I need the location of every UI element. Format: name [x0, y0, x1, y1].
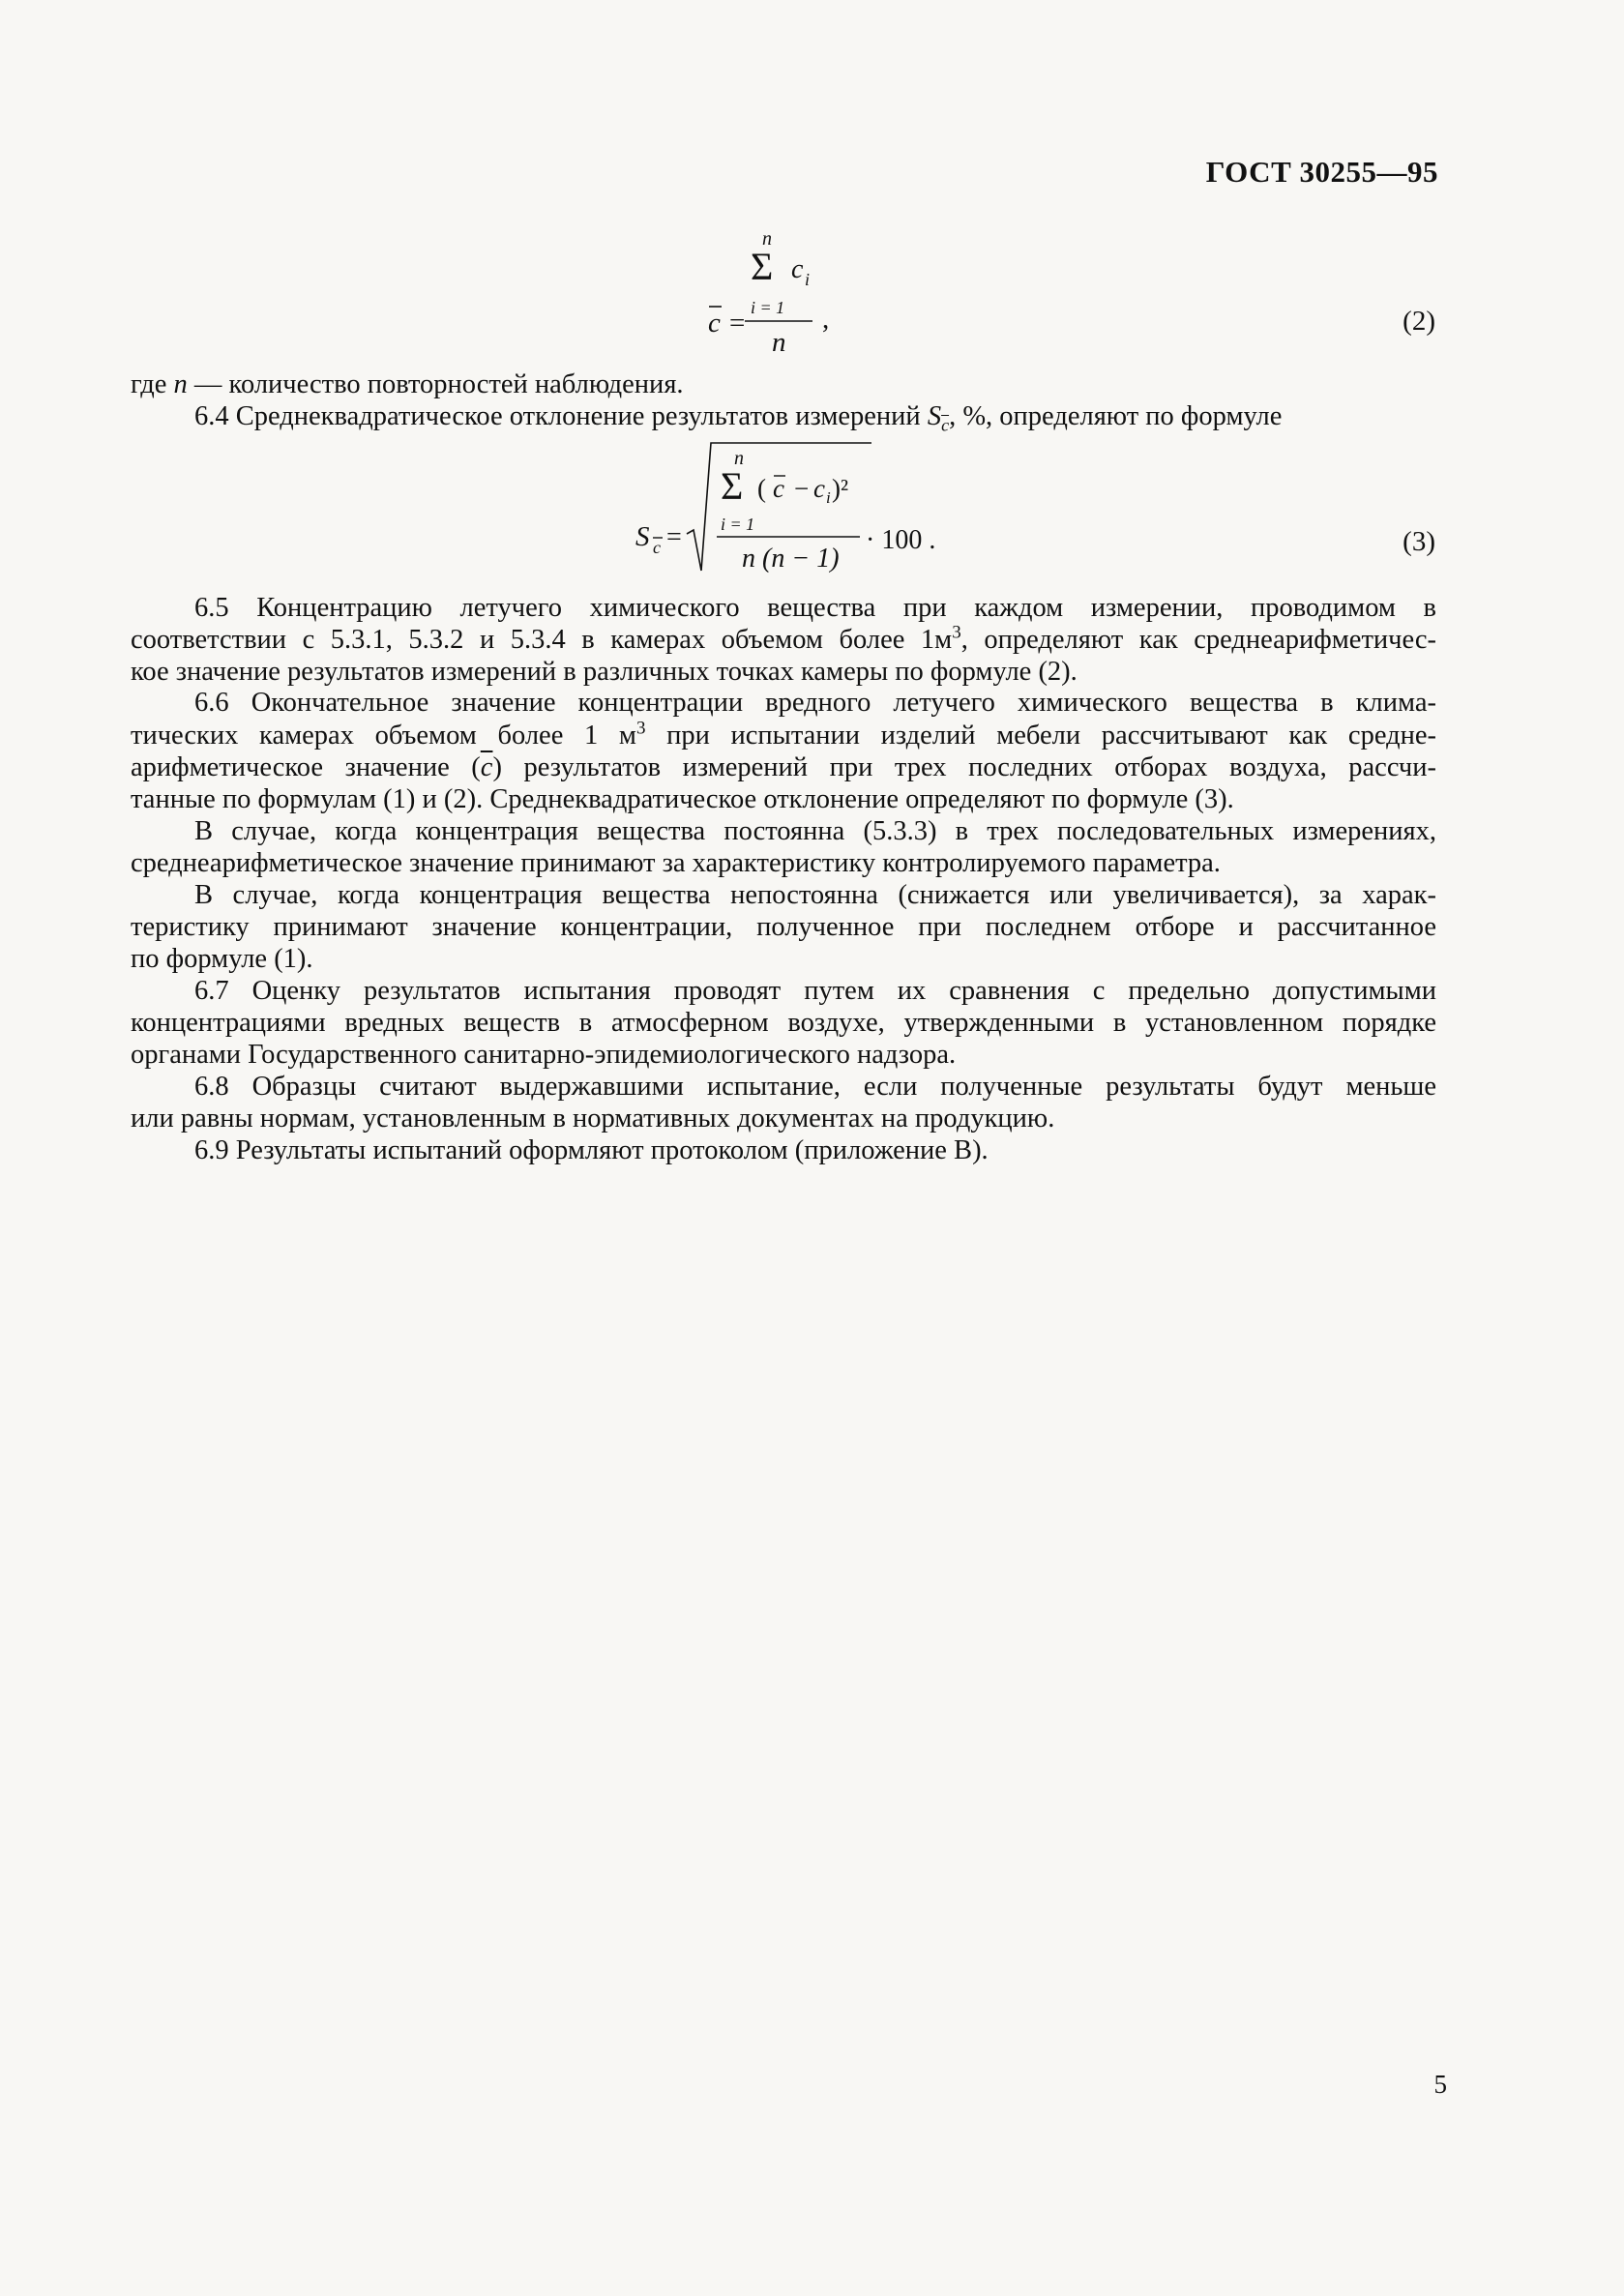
p67-line-1: 6.7 Оценку результатов испытания проводят путем их сравнения с предельно допустимыми	[194, 976, 1436, 1006]
p66c-line-3: по формуле (1).	[131, 944, 313, 974]
term-c-bar: c	[773, 474, 784, 503]
formula-denominator: n	[772, 327, 786, 358]
p68-line-2: или равны нормам, установленным в нормативных документах на продукцию.	[131, 1104, 1055, 1133]
sum-upper-limit: n	[762, 228, 772, 250]
formula3-lhs-subscript: c	[653, 538, 661, 557]
p66c-line-1: В случае, когда концентрация вещества непостоянна (снижается или увеличивается), за харак-	[194, 880, 1436, 910]
p67-line-3: органами Государственного санитарно-эпидемиологического надзора.	[131, 1040, 957, 1070]
sum-lower-limit: i = 1	[751, 298, 785, 317]
formula-3	[634, 437, 962, 582]
sum-sign: Σ	[751, 245, 774, 288]
formula-trail: ,	[822, 304, 830, 335]
formula-2	[677, 227, 900, 363]
p66c-line-2: теристику принимают значение концентрации, полученное при последнем отборе и рассчитанное	[131, 912, 1436, 942]
formula-lhs: c =	[708, 308, 747, 339]
term-minus: −	[794, 474, 810, 503]
formula3-sum-upper: n	[734, 448, 744, 469]
formula3-sum-lower: i = 1	[721, 515, 755, 534]
sum-term-subscript: i	[805, 270, 811, 289]
formula3-multiplier: · 100 .	[866, 525, 936, 555]
term-close: )²	[832, 474, 849, 503]
p65-line-2: соответствии с 5.3.1, 5.3.2 и 5.3.4 в камерах объемом более $1м^3$, определяют как среднеарифметичес-	[131, 622, 1436, 655]
p69-line-1: 6.9 Результаты испытаний оформляют протоколом (приложение В).	[194, 1135, 989, 1165]
formula3-lhs: S	[635, 521, 650, 552]
p65-line-3: кое значение результатов измерений в различных точках камеры по формуле (2).	[131, 657, 1078, 687]
formula3-denominator: n (n − 1)	[742, 544, 840, 574]
formula-2-number: (2)	[1403, 306, 1435, 337]
p66-line-3: арифметическое значение $(\overline{c})$ результатов измерений при трех последних отборах воздуха, рассчи-	[131, 752, 1436, 782]
term-open: (	[757, 474, 766, 503]
p66-line-1: 6.6 Окончательное значение концентрации вредного летучего химического вещества в клима-	[194, 688, 1436, 718]
p66b-line-2: среднеарифметическое значение принимают за характеристику контролируемого параметра.	[131, 848, 1221, 878]
p65-line-1: 6.5 Концентрацию летучего химического вещества при каждом измерении, проводимом в	[194, 593, 1436, 623]
term-ci-subscript: i	[826, 488, 831, 507]
formula3-sum-sign: Σ	[721, 464, 744, 508]
formula-3-number: (3)	[1403, 526, 1435, 557]
p68-line-1: 6.8 Образцы считают выдержавшими испытание, если полученные результаты будут меньше	[194, 1072, 1436, 1102]
sum-term: c	[791, 254, 804, 284]
term-ci: c	[813, 474, 825, 503]
page-number: 5	[1433, 2070, 1447, 2099]
paragraph-6-4: 6.4 Среднеквадратическое отклонение результатов измерений $S_{\overline{c}}$, %, определяют по формуле	[194, 401, 1283, 435]
document-header-code: ГОСТ 30255—95	[1205, 155, 1438, 189]
p67-line-2: концентрациями вредных веществ в атмосферном воздухе, утвержденными в установленном порядке	[131, 1008, 1436, 1038]
p66-line-4: танные по формулам (1) и (2). Среднеквадратическое отклонение определяют по формуле (3).	[131, 784, 1234, 814]
formula3-equals: =	[666, 522, 682, 552]
where-line: где n — количество повторностей наблюдения.	[131, 369, 684, 399]
p66-line-2: тических камерах объемом более 1 $м^3$ при испытании изделий мебели рассчитывают как средне-	[131, 718, 1436, 751]
p66b-line-1: В случае, когда концентрация вещества постоянна (5.3.3) в трех последовательных измерениях,	[194, 816, 1436, 846]
